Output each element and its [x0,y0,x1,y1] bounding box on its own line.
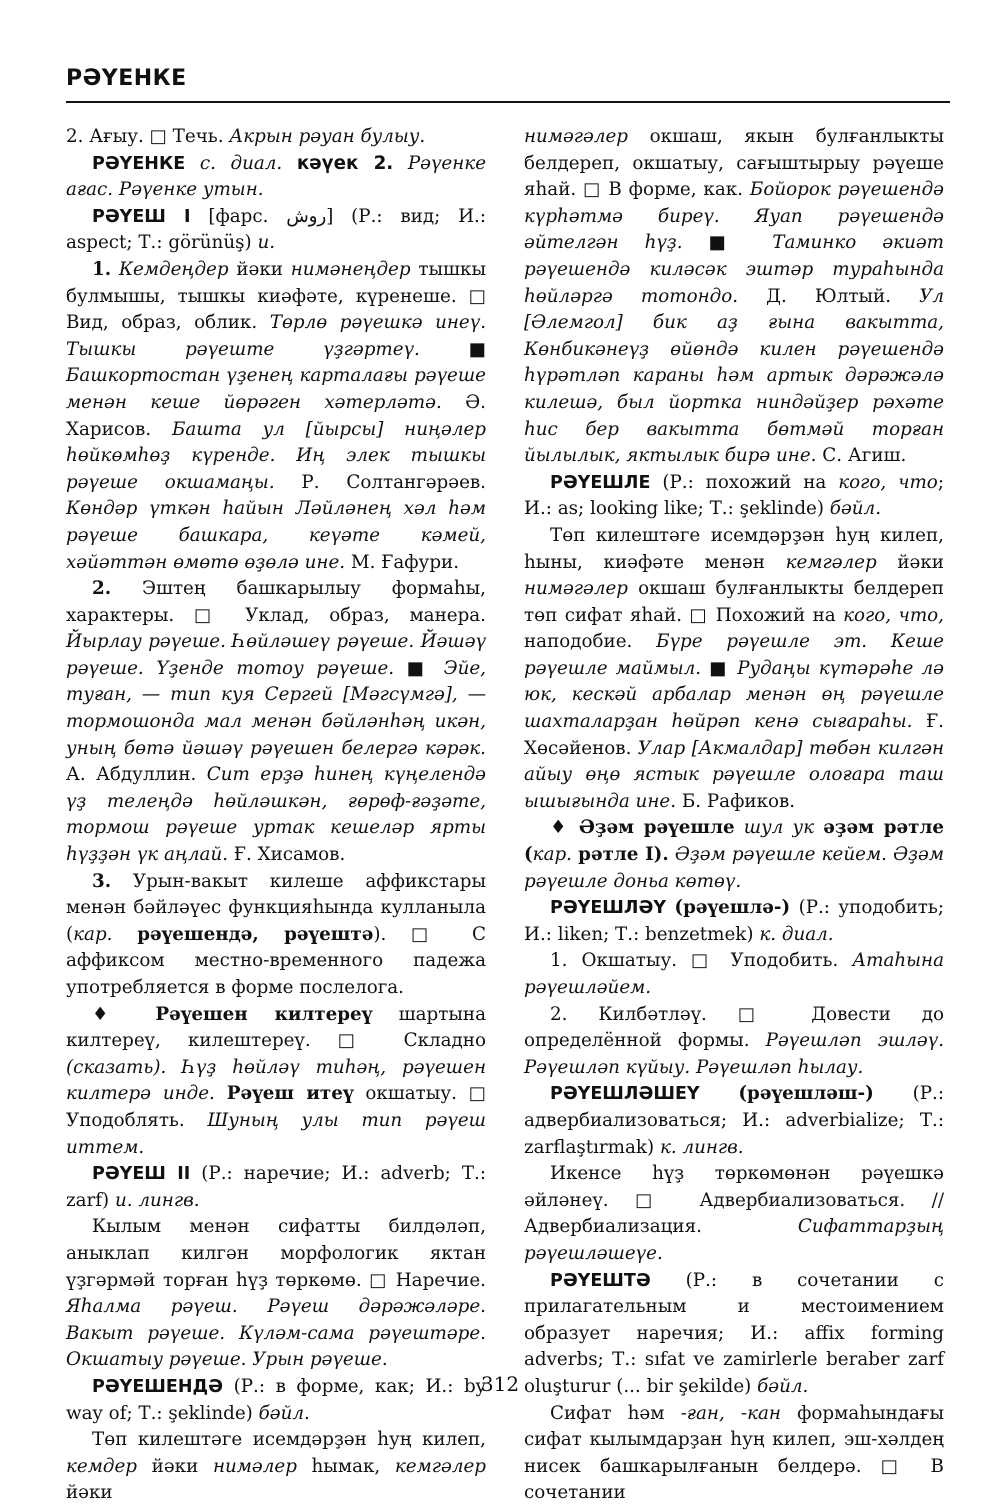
entry-raueenke: РӘҮЕНКЕ с. диал. кәүек 2. Рәүенке ағас. Рәүенке утын. [66,152,487,201]
entry-raueesh-2-def: Кылым менән сифатты билдәләп, аныклап килгән морфологик яктан үҙгәрмәй торған һүҙ төркөмө. □ Наречие. Яһалма рәүеш. Рәүеш дәрәжәләре. Вакыт рәүеше. Күләм-сама рәүештәре. Окшатыу рәүеше. Урын рәүеше. [66,1216,486,1371]
idioms: ♦ Рәүешен килтереү шартына килтереү, килештереү. □ Складно (сказать). Һүҙ һөйләү тиһәң, рәүешен килтерә инде. Рәүеш итеү окшатыу. □ Уподоблять. Шуның улы тип рәүеш иттем. [66,1003,487,1158]
entry-raueeshlaesheu-def: Икенсе һүҙ төркөмөнән рәүешкә әйләнеү. □ Адвербиализоваться. // Адвербиализация. Сифаттарҙың рәүешләшеүе. [524,1163,944,1264]
right-column [524,124,944,1507]
entry-raueeshtae-head: РӘҮЕШТӘ (Р.: в сочетании с прилагательным и местоимением образует наречия; И.: affix forming adverbs; Т.: sıfat ve zamirlerle beraber zarf oluşturur (... bir şekilde) бәйл. [524,1269,944,1397]
entry-raueeshlaeu-sense-2: 2. Килбәтләү. □ Довести до определённой формы. Рәүешләп эшләү. Рәүешләп күйыу. Рәүешләп һылау. [524,1003,944,1078]
entry-raueeshende-head: РӘҮЕШЕНДӘ (Р.: в форме, как; И.: by way of; Т.: şeklinde) бәйл. [66,1375,486,1424]
running-head: РӘҮЕНКЕ [66,66,187,91]
entry-raueesh-1-head: РӘҮЕШ I [фарс. روش] (Р.: вид; И.: aspect; Т.: görünüş) и. [66,205,486,254]
entry-paragraph: 2. Ағыу. □ Течь. Акрын рәуан булыу. [66,126,426,147]
left-column [66,124,486,1507]
idioms-raueeshle: ♦ Әҙәм рәүешле шул ук әҙәм рәтле (кар. рәтле I). Әҙәм рәүешле кейем. Әҙәм рәүешле доньа көтөү. [524,817,945,892]
sense-1: 1. Кемдеңдер йәки нимәнеңдер тышкы булмышы, тышкы киәфәте, күренеше. □ Вид, образ, облик. Төрлө рәүешкә инеү. Тышкы рәүеште үҙгәртеү. ■ Башкортостан үҙенең карталағы рәүеше менән кеше йөрәген хәтерләтә. Ә. Харисов. Башта ул [йырсы] ниңәлер һөйкөмһөҙ күренде. Иң элек тышкы рәүеше окшамаңы. Р. Солтангәрәев. Көндәр үткән һайын Ләйләнең хәл һәм рәүеше башкара, кеүәте кәмей, хәйәттән өмөтө өҙөлә ине. М. Ғафури. [66,258,487,573]
entry-raueeshende-def: Төп килештәге исемдәрҙән һуң килеп, кемдер йәки нимәлер һымак, кемгәлер йәки [66,1429,486,1504]
entry-raueeshtae-def: Сифат һәм -ған, -кан формаһындағы сифат кылымдарҙан һуң килеп, эш-хәлдең нисек башкарылғанын белдерә. □ В сочетании [524,1402,944,1504]
entry-continuation: нимәгәлер окшаш, якын булғанлыкты белдереп, окшатыу, сағыштырыу рәүеше яһай. □ В форме, как. Бойорок рәүешендә күрһәтмә биреү. Яуап рәүешендә әйтелгән һүҙ. ■ Таминко әкиәт рәүешендә киләсәк эштәр тураһында һөйләргә тотондо. Д. Юлтый. Ул [Әлемгол] бик аҙ ғына вакытта, Көнбикәнеүҙ өйөндә килен рәүешендә һүрәтләп караны һәм артык дәрәжәлә килешә, был йортка ниндәйҙер рәхәте һис бер вакытта бөтмәй торған йылылык, яктылык бирә ине. С. Агиш. [524,126,945,467]
entry-raueeshlaesheu-head: РӘҮЕШЛӘШЕҮ (рәүешләш-) (Р.: адвербиализоваться; И.: adverbialize; Т.: zarflaştırmak) к. лингв. [524,1083,945,1158]
sense-3: 3. Урын-вакыт килеше аффикстары менән бәйләүес функцияһында кулланыла (кар. рәүешендә, рәүештә). □ С аффиксом местно-временного падежа употребляется в форме послелога. [66,870,487,998]
entry-raueeshle-head: РӘҮЕШЛЕ (Р.: похожий на кого, что; И.: as; looking like; Т.: şeklinde) бәйл. [524,471,944,520]
page-number: 312 [480,1372,520,1396]
entry-raueesh-2-head: РӘҮЕШ II (Р.: наречие; И.: adverb; Т.: zarf) и. лингв. [66,1163,486,1211]
sense-2: 2. Эштең башкарылыу формаһы, характеры. □ Уклад, образ, манера. Йырлау рәүеше. Һөйләшеү рәүеше. Йәшәү рәүеше. Үҙенде тотоу рәүеше. ■ Эйе, туған, — тип куя Сергей [Мәгсүмгә], — тормошонда мал менән бәйләнһәң икән, уның бөтә йәшәү рәүешен белергә кәрәк. А. Абдуллин. Сит ерҙә һинең күңелендә үҙ телеңдә һөйләшкән, ғөрөф-ғәҙәте, тормош рәүеше уртак кешеләр ярты һүҙҙән үк аңлай. Ғ. Хисамов. [66,578,486,866]
entry-raueeshlaeu-sense-1: 1. Окшатыу. □ Уподобить. Атаһына рәүешләйем. [524,950,944,998]
header-rule [66,101,950,103]
entry-raueeshlaeu-head: РӘҮЕШЛӘҮ (рәүешлә-) (Р.: уподобить; И.: liken; Т.: benzetmek) к. диал. [524,897,945,945]
entry-raueeshle-def: Төп килештәге исемдәрҙән һуң килеп, һыны, киәфәте менән кемгәлер йәки нимәгәлер окшаш булғанлыкты белдереп төп сифат яһай. □ Похожий на кого, что, наподобие. Бүре рәүешле эт. Кеше рәүешле маймыл. ■ Рудаңы күтәрәһе лә юк, кескәй арбалар менән өң рәүешле шахталарҙан һөйрәп кенә сығараһы. Ғ. Хөсәйенов. Улар [Акмалдар] төбән килгән айыу өңө ястык рәүешле олоғара таш ышығында ине. Б. Рафиков. [524,524,945,812]
